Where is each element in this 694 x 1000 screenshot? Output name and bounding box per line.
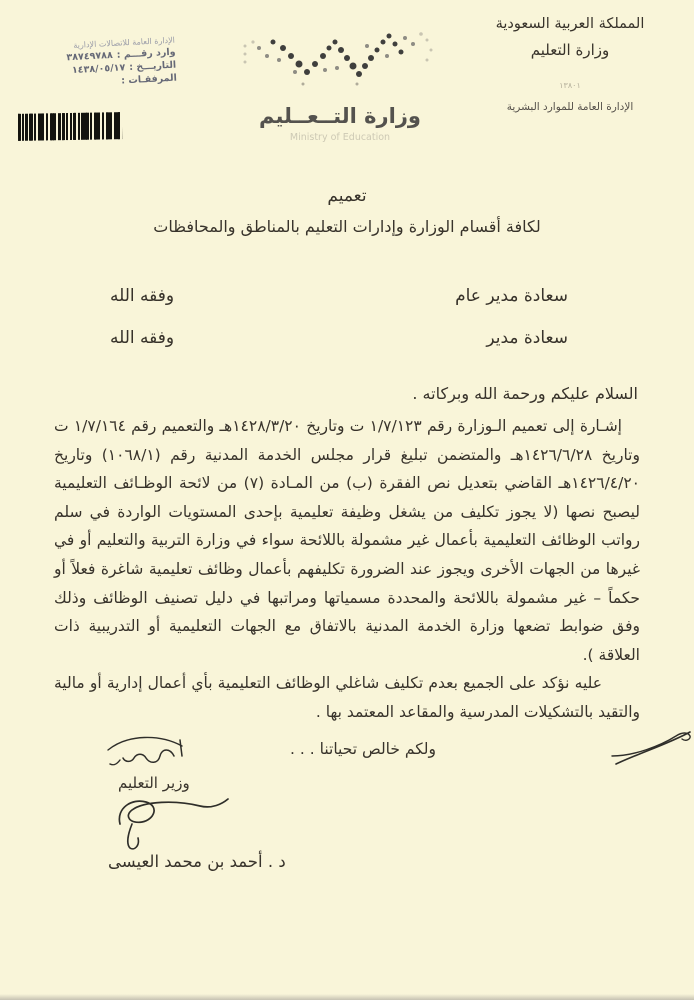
ministry-logo	[231, 26, 449, 143]
minister-signature-icon	[102, 790, 234, 854]
addressee-row	[110, 328, 568, 348]
ministry-logo-arabic-text: وزارة التــعــليم	[259, 104, 421, 128]
ministry-logo-dots-icon	[237, 26, 443, 104]
handwritten-annotation-icon	[100, 728, 194, 778]
stamp-date-label: التاريـــخ :	[128, 59, 177, 74]
letterhead-right	[460, 16, 680, 113]
circular-title: تعميم	[327, 186, 367, 206]
ministry-logo-english-text: Ministry of Education	[289, 132, 391, 143]
letter-body	[54, 412, 640, 727]
barcode	[18, 112, 122, 141]
body-paragraph-2: عليه نؤكد على الجميع بعدم تكليف شاغلي الوظائف التعليمية بأي أعمال إدارية أو مالية والتقيد بالتشكيلات المدرسية والمقاعد المعتمد بها .	[54, 674, 640, 721]
addressee-blessing: وفقه الله	[110, 286, 175, 306]
stamp-date-value: ١٤٣٨/٠٥/١٧	[71, 62, 126, 77]
stamp-number-value: ٣٨٧٤٩٧٨٨	[66, 49, 114, 64]
page-bottom-shadow	[0, 994, 694, 1000]
faint-reference-number: ١٣٨٠١	[559, 81, 581, 90]
circular-subtitle: لكافة أقسام الوزارة وإدارات التعليم بالمناطق والمحافظات	[153, 217, 541, 236]
stamp-attachments-value	[117, 76, 118, 87]
ministry-name: وزارة التعليم	[530, 41, 610, 59]
addressee-to: سعادة مدير عام	[455, 286, 568, 306]
signer-name: د . أحمد بن محمد العيسى	[108, 852, 286, 871]
addressee-to: سعادة مدير	[486, 328, 568, 348]
stamp-number-label: وارد رقـــم :	[116, 46, 176, 61]
stamp-attachments-label: المرفقـات :	[121, 72, 178, 87]
margin-signature-flourish-icon	[610, 724, 694, 772]
department-name: الإدارة العامة للموارد البشرية	[506, 101, 634, 113]
closing-salutation: ولكم خالص تحياتنا . . .	[290, 740, 436, 758]
received-stamp	[7, 36, 177, 93]
addressee-row	[110, 286, 568, 306]
greeting-line: السلام عليكم ورحمة الله وبركاته .	[412, 384, 638, 403]
signer-title: وزير التعليم	[118, 774, 190, 792]
body-paragraph-1: إشـارة إلى تعميم الـوزارة رقم ١/٧/١٢٣ ت وتاريخ ١٤٢٨/٣/٢٠هـ والتعميم رقم ١/٧/١٦٤ ت وتاريخ ١٤٢٦/٦/٢٨هـ والمتضمن تبليغ قرار مجلس الخدمة المدنية رقم (١٠٦٨/١) وتاريخ ١٤٢٦/٤/٢٠هـ القاضي بتعديل نص الفقرة (ب) من المـادة (٧) من لائحة الوظـائف التعليمية ليصبح نصها (لا يجوز تكليف من يشغل وظيفة تعليمية بإحدى المستويات الواردة في سلم رواتب الوظائف التعليمية بأعمال غير مشمولة باللائحة سواء في وزارة التربية والتعليم أو في غيرها من الجهات الأخرى ويجوز عند الضرورة تكليفهم بأعمال وظائف تعليمية شاغرة فعلاً أو حكماً – غير مشمولة باللائحة والمحددة مسمياتها ومراتبها في دليل تصنيف الوظائف وذلك وفق ضوابط تضعها وزارة الخدمة المدنية بالاتفاق مع الجهات التعليمية أو التدريبية ذات العلاقة ).	[54, 417, 640, 664]
kingdom-name: المملكة العربية السعودية	[495, 16, 645, 32]
addressee-blessing: وفقه الله	[110, 328, 175, 348]
stamp-title: الإدارة العامة للاتصالات الإدارية	[73, 35, 176, 50]
